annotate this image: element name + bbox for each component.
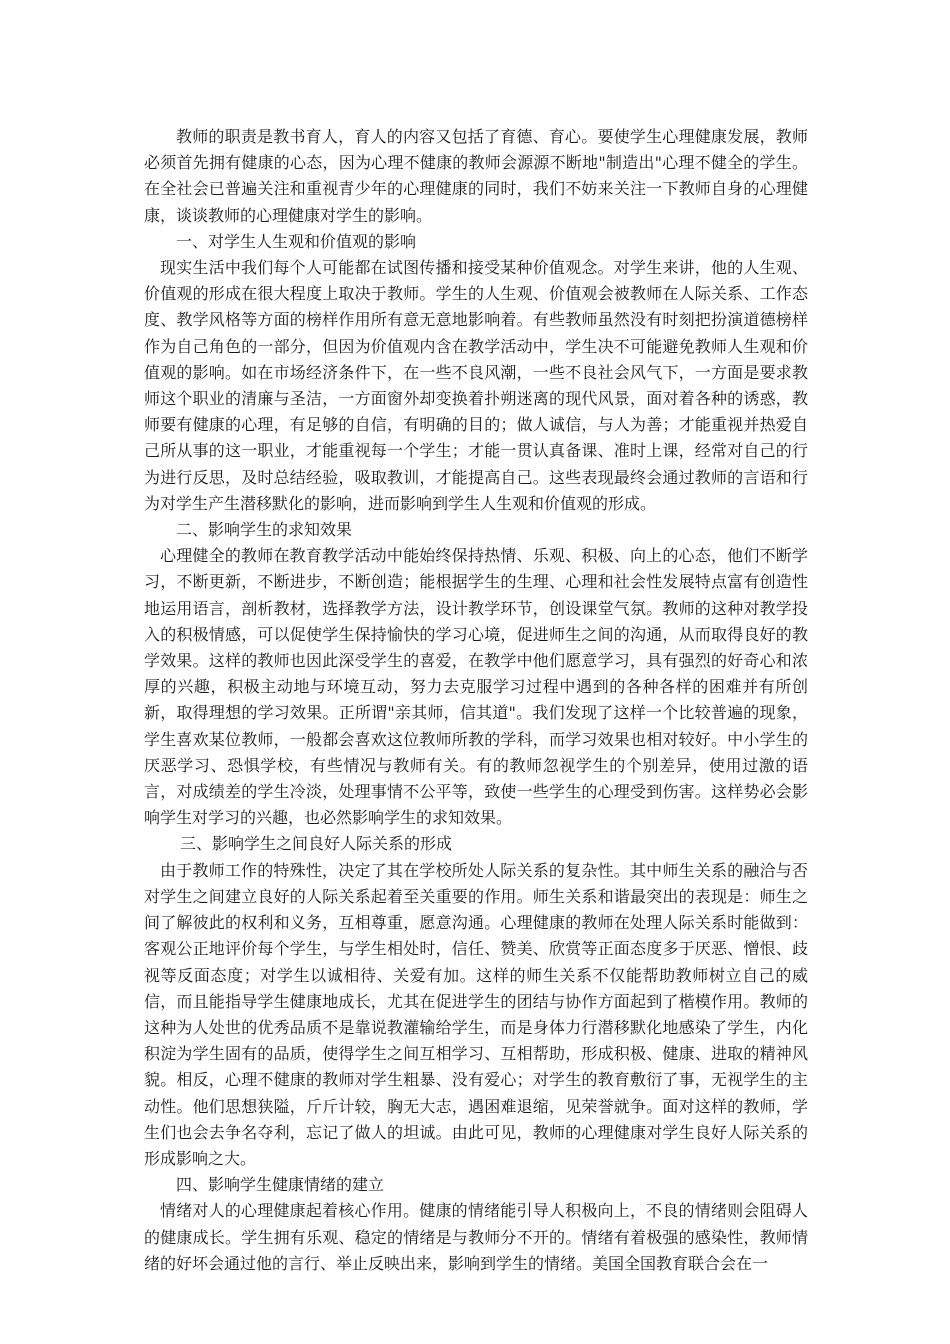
document-page [144,124,808,1277]
section-heading-1: 一、对学生人生观和价值观的影响 [176,231,417,251]
section-body-1: 现实生活中我们每个人可能都在试图传播和接受某种价值观念。对学生来讲，他的人生观、价值观的形成在很大程度上取决于教师。学生的人生观、价值观会被教师在人际关系、工作态度、教学风格等方面的榜样作用所有意无意地影响着。有些教师虽然没有时刻把扮演道德榜样作为自己角色的一部分，但因为价值观内含在教学活动中，学生决不可能避免教师人生观和价值观的影响。如在市场经济条件下，在一些不良风潮，一些不良社会风气下，一方面是要求教师这个职业的清廉与圣洁，一方面窗外却变换着扑朔迷离的现代风景，面对着各种的诱惑，教师要有健康的心理，有足够的自信，有明确的目的；做人诚信，与人为善；才能重视并热爱自己所从事的这一职业，才能重视每一个学生；才能一贯认真备课、准时上课，经常对自己的行为进行反思，及时总结经验，吸取教训，才能提高自己。这些表现最终会通过教师的言语和行为对学生产生潜移默化的影响，进而影响到学生人生观和价值观的形成。 [144,258,808,513]
section-heading-4: 四、影响学生健康情绪的建立 [176,1175,385,1195]
section-heading-2: 二、影响学生的求知效果 [176,520,353,540]
section-body-4: 情绪对人的心理健康起着核心作用。健康的情绪能引导人积极向上，不良的情绪则会阻碍人的健康成长。学生拥有乐观、稳定的情绪是与教师分不开的。情绪有着极强的感染性，教师情绪的好坏会通过他的言行、举止反映出来，影响到学生的情绪。美国全国教育联合会在一 [144,1201,808,1273]
section-body-3: 由于教师工作的特殊性，决定了其在学校所处人际关系的复杂性。其中师生关系的融洽与否对学生之间建立良好的人际关系起着至关重要的作用。师生关系和谐最突出的表现是：师生之间了解彼此的权利和义务，互相尊重，愿意沟通。心理健康的教师在处理人际关系时能做到：客观公正地评价每个学生，与学生相处时，信任、赞美、欣赏等正面态度多于厌恶、憎恨、歧视等反面态度；对学生以诚相待、关爱有加。这样的师生关系不仅能帮助教师树立自己的威信，而且能指导学生健康地成长，尤其在促进学生的团结与协作方面起到了楷模作用。教师的这种为人处世的优秀品质不是靠说教灌输给学生，而是身体力行潜移默化地感染了学生，内化积淀为学生固有的品质，使得学生之间互相学习、互相帮助，形成积极、健康、进取的精神风貌。相反，心理不健康的教师对学生粗暴、没有爱心；对学生的教育敷衍了事，无视学生的主动性。他们思想狭隘，斤斤计较，胸无大志，遇困难退缩，见荣誉就争。面对这样的教师，学生们也会去争名夺利，忘记了做人的坦诚。由此可见，教师的心理健康对学生良好人际关系的形成影响之大。 [144,860,808,1168]
section-body-2: 心理健全的教师在教育教学活动中能始终保持热情、乐观、积极、向上的心态，他们不断学习，不断更新，不断进步，不断创造；能根据学生的生理、心理和社会性发展特点富有创造性地运用语言，剖析教材，选择教学方法，设计教学环节，创设课堂气氛。教师的这种对教学投入的积极情感，可以促使学生保持愉快的学习心境，促进师生之间的沟通，从而取得良好的教学效果。这样的教师也因此深受学生的喜爱，在教学中他们愿意学习，具有强烈的好奇心和浓厚的兴趣，积极主动地与环境互动，努力去克服学习过程中遇到的各种各样的困难并有所创新，取得理想的学习效果。正所谓"亲其师，信其道"。我们发现了这样一个比较普遍的现象，学生喜欢某位教师，一般都会喜欢这位教师所教的学科，而学习效果也相对较好。中小学生的厌恶学习、恐惧学校，有些情况与教师有关。有的教师忽视学生的个别差异，使用过激的语言，对成绩差的学生冷淡，处理事情不公平等，致使一些学生的心理受到伤害。这样势必会影响学生对学习的兴趣，也必然影响学生的求知效果。 [144,546,808,828]
intro-paragraph: 教师的职责是教书育人，育人的内容又包括了育德、育心。要使学生心理健康发展，教师必须首先拥有健康的心态，因为心理不健康的教师会源源不断地"制造出"心理不健全的学生。在全社会已普遍关注和重视青少年的心理健康的同时，我们不妨来关注一下教师自身的心理健康，谈谈教师的心理健康对学生的影响。 [144,127,808,225]
section-heading-3: 三、影响学生之间良好人际关系的形成 [180,834,453,854]
